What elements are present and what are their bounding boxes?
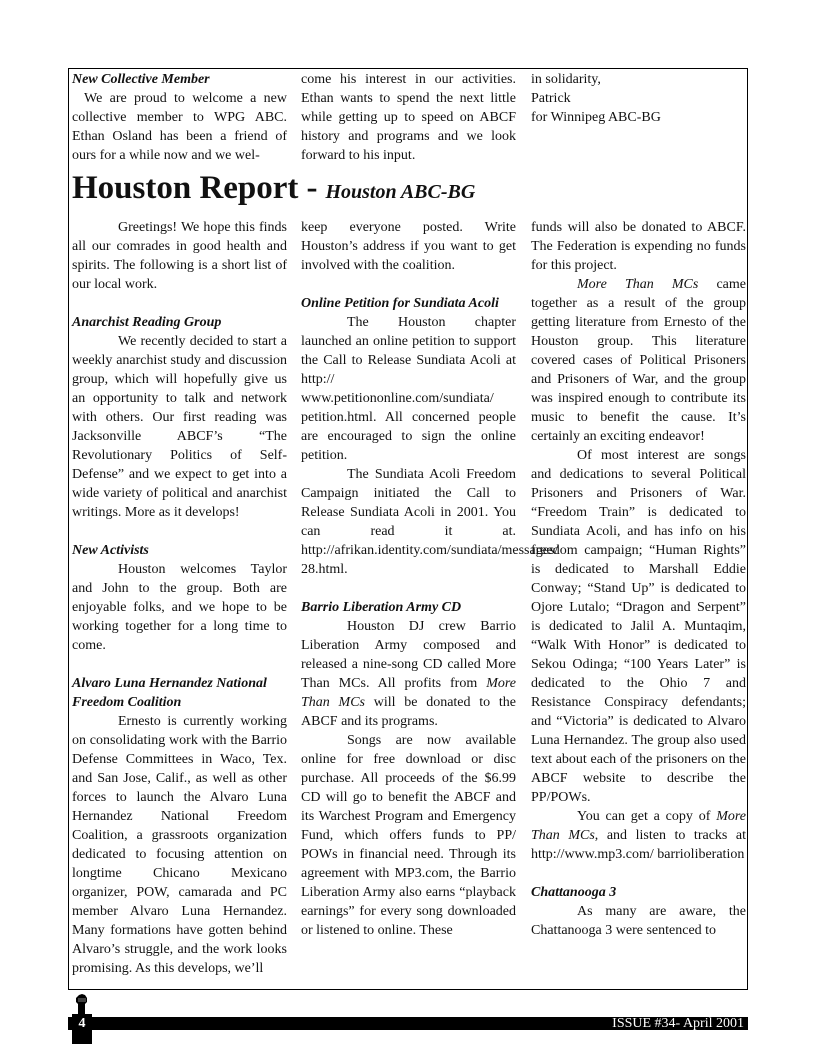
barrio-cd-paragraph: Houston DJ crew Barrio Liberation Army composed and released a nine-song CD called More Than MCs. All profits from More Than MCs will be donated to the ABCF and its programs. bbox=[301, 619, 516, 729]
signoff-line: in solidarity, bbox=[531, 72, 601, 87]
songs-paragraph: Songs are now available online for free download or disc purchase. All proceeds of the $6.99 CD will go to benefit the ABCF and its Warchest Program and Emergency Fund, which offers funds to PP/ POWs in financial need. Through its agreement with MP3.com, the Barrio Liberation Army also earns “playback earnings” for every song downloaded or listened to online. These bbox=[301, 733, 516, 938]
literature-paragraph: More Than MCs came together as a result of the group getting literature from Ernesto of the Houston group. This literature covered cases of Political Prisoners and Prisoners of War, and the group was inspired enough to contribute its music to benefit the cause. It’s certainly an exciting endeavor! bbox=[531, 277, 746, 444]
article-byline: Houston ABC-BG bbox=[325, 181, 476, 203]
issue-label: ISSUE #34- April 2001 bbox=[612, 1016, 744, 1031]
top-column-3 bbox=[531, 70, 746, 127]
article-column-1 bbox=[72, 218, 287, 978]
top-column-2-text: come his interest in our activities. Ethan wants to spend the next little while getting up to speed on ABCF history and programs and we look forward to his input. bbox=[301, 72, 516, 163]
signoff-org: for Winnipeg ABC-BG bbox=[531, 110, 661, 125]
new-collective-member-text: We are proud to welcome a new collective member to WPG ABC. Ethan Osland has been a friend of ours for a while now and we wel- bbox=[72, 91, 287, 163]
article-column-3 bbox=[531, 218, 746, 940]
barrio-cd-heading: Barrio Liberation Army CD bbox=[301, 600, 462, 615]
new-collective-member-heading: New Collective Member bbox=[72, 72, 210, 87]
top-column-2 bbox=[301, 70, 516, 165]
page-number: 4 bbox=[72, 1014, 92, 1044]
funds-paragraph: funds will also be donated to ABCF. The Federation is expending no funds for this project. bbox=[531, 220, 746, 273]
alvaro-coalition-heading: Alvaro Luna Hernandez National Freedom Coalition bbox=[72, 676, 267, 710]
article-title-main: Houston Report bbox=[72, 170, 299, 206]
article-title bbox=[72, 170, 475, 207]
article-column-2 bbox=[301, 218, 559, 940]
article-title-dash: - bbox=[306, 170, 318, 206]
dedications-paragraph: Of most interest are songs and dedications to several Political Prisoners and Prisoners of War. “Freedom Train” is dedicated to Sundiata Acoli, and has info on his freedom campaign; “Human Rights” is dedicated to Marshall Eddie Conway; “Stand Up” is dedicated to Ojore Lutalo; “Dragon and Serpent” is dedicated to Jalil A. Muntaqim, “Walk With Honor” is dedicated to Sekou Odinga; “100 Years Later” is dedicated to the Ohio 7 and Resistance Conspiracy defendants; and “Victoria” is dedicated to Alvaro Luna Hernandez. The group also used text about each of the prisoners on the ABCF website to describe the PP/POWs. bbox=[531, 448, 746, 805]
raised-fist-icon bbox=[72, 992, 92, 1016]
freedom-campaign-paragraph: The Sundiata Acoli Freedom Campaign initiated the Call to Release Sundiata Acoli in 2001. You can read it at. http://afrikan.identity.com/sundiata/messages/ 28.html. bbox=[301, 467, 559, 577]
petition-paragraph: The Houston chapter launched an online petition to support the Call to Release Sundiata Acoli at http:// www.petitiononline.com/sundiata/ petition.html. All concerned people are encouraged to sign the online petition. bbox=[301, 315, 516, 463]
alvaro-coalition-paragraph: Ernesto is currently working on consolidating work with the Barrio Defense Committees in Waco, Tex. and San Jose, Calif., as well as other forces to launch the Alvaro Luna Hernandez National Freedom Coalition, a grassroots organization dedicated to focusing attention on longtime Chicano Mexicano organizer, POW, camarada and PC member Alvaro Luna Hernandez. Many formations have gotten behind Alvaro’s struggle, and the work looks promising. As this develops, we’ll bbox=[72, 714, 287, 976]
new-activists-heading: New Activists bbox=[72, 543, 149, 558]
chattanooga-heading: Chattanooga 3 bbox=[531, 885, 617, 900]
coalition-continued-paragraph: keep everyone posted. Write Houston’s address if you want to get involved with the coalition. bbox=[301, 220, 516, 273]
get-copy-paragraph: You can get a copy of More Than MCs, and listen to tracks at http://www.mp3.com/ barrioliberation bbox=[531, 809, 747, 862]
new-activists-paragraph: Houston welcomes Taylor and John to the group. Both are enjoyable folks, and we hope to be working together for a long time to come. bbox=[72, 562, 287, 653]
reading-group-paragraph: We recently decided to start a weekly anarchist study and discussion group, which will hopefully give us an opportunity to talk and network with others. Our first reading was Jacksonville ABCF’s “The Revolutionary Politics of Self-Defense” and we expect to get into a wide variety of political and anarchist writings. More as it develops! bbox=[72, 334, 287, 520]
petition-heading: Online Petition for Sundiata Acoli bbox=[301, 296, 499, 311]
top-column-1 bbox=[72, 70, 287, 165]
signoff-name: Patrick bbox=[531, 91, 571, 106]
chattanooga-paragraph: As many are aware, the Chattanooga 3 were sentenced to bbox=[531, 904, 746, 938]
intro-paragraph: Greetings! We hope this finds all our comrades in good health and spirits. The following is a short list of our local work. bbox=[72, 220, 287, 292]
reading-group-heading: Anarchist Reading Group bbox=[72, 315, 222, 330]
